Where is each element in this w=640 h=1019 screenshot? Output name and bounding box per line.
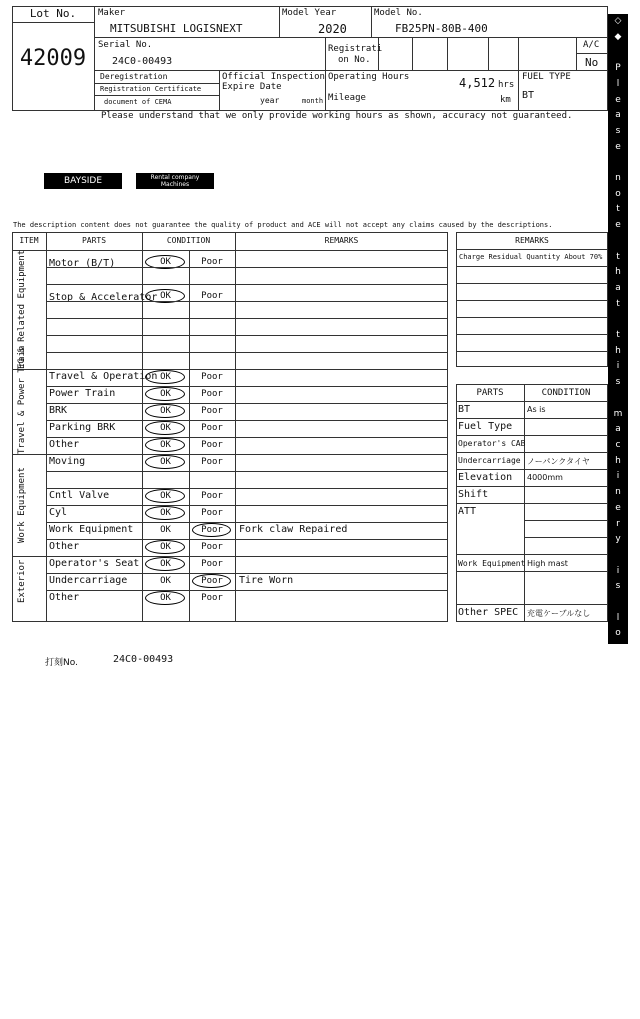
table-row xyxy=(46,488,448,505)
poor-option[interactable]: Poor xyxy=(201,525,223,535)
condition-header: CONDITION xyxy=(541,388,591,398)
group-label: Work Equipment xyxy=(17,467,27,543)
part-name: Cntl Valve xyxy=(49,490,110,501)
ok-option[interactable]: OK xyxy=(160,457,171,467)
parts-box-part: ATT xyxy=(458,506,477,517)
fuel-type-label: FUEL TYPE xyxy=(522,72,571,82)
inspection-label: Official Inspection xyxy=(222,72,325,82)
table-row xyxy=(46,522,448,539)
table-row xyxy=(46,301,448,318)
maker-label: Maker xyxy=(98,8,126,18)
hrs-unit: hrs xyxy=(498,80,515,90)
ac-value: No xyxy=(585,56,599,69)
parts-box-part: Elevation xyxy=(458,472,513,483)
ok-option[interactable]: OK xyxy=(160,291,171,301)
part-name: Undercarriage xyxy=(49,575,128,586)
poor-option[interactable]: Poor xyxy=(201,542,223,552)
ok-option[interactable]: OK xyxy=(160,491,171,501)
part-name: Travel & Operation xyxy=(49,371,158,382)
ok-option[interactable]: OK xyxy=(160,423,171,433)
table-row xyxy=(46,284,448,301)
ok-option[interactable]: OK xyxy=(160,257,171,267)
maker-value: MITSUBISHI LOGISNEXT xyxy=(110,22,243,35)
registration-label: Registrati xyxy=(328,44,383,54)
table-row xyxy=(46,454,448,471)
registration-label-2: on No. xyxy=(338,55,371,65)
table-row xyxy=(46,539,448,556)
rental-label-1: Rental company xyxy=(150,174,200,181)
operating-hours-label: Operating Hours xyxy=(328,72,410,82)
poor-option[interactable]: Poor xyxy=(201,508,223,518)
table-row xyxy=(46,505,448,522)
ok-option[interactable]: OK xyxy=(160,576,171,586)
table-header-item: ITEM xyxy=(19,236,39,245)
part-name: Work Equipment xyxy=(49,524,134,535)
poor-option[interactable]: Poor xyxy=(201,440,223,450)
ok-circle xyxy=(145,387,185,401)
rental-label-2: Machines xyxy=(160,181,190,188)
model-year-label: Model Year xyxy=(282,8,337,18)
parts-box-part: Operator's CAB xyxy=(458,439,526,448)
km-unit: km xyxy=(500,95,511,105)
group-label: Travel & Power Train xyxy=(17,345,27,454)
poor-option[interactable]: Poor xyxy=(201,593,223,603)
parts-box-condition: 充電ケーブルなし xyxy=(527,609,591,618)
ok-circle xyxy=(145,591,185,605)
table-row xyxy=(46,590,448,607)
month-label: month xyxy=(302,97,324,105)
year-label: year xyxy=(260,96,280,105)
parts-box-condition: High mast xyxy=(527,559,568,568)
part-name: Moving xyxy=(49,456,86,467)
group-label: EG & Related Equipment xyxy=(17,249,27,369)
model-no-value: FB25PN-80B-400 xyxy=(395,22,488,35)
table-header-remarks: REMARKS xyxy=(324,236,359,245)
table-header-condition: CONDITION xyxy=(166,236,211,245)
remark-text: Fork claw Repaired xyxy=(239,524,348,535)
ok-option[interactable]: OK xyxy=(160,389,171,399)
table-row xyxy=(46,403,448,420)
serial-label: Serial No. xyxy=(98,40,153,50)
ok-circle xyxy=(145,438,185,452)
poor-option[interactable]: Poor xyxy=(201,257,223,267)
dereg-cert: Registration Certificate xyxy=(100,85,202,93)
ok-circle xyxy=(145,421,185,435)
ok-circle xyxy=(145,557,185,571)
parts-box-condition: ノーパンクタイヤ xyxy=(527,457,590,466)
table-row xyxy=(46,437,448,454)
inspection-label-2: Expire Date xyxy=(222,82,282,92)
lot-label: Lot No. xyxy=(29,7,77,20)
ok-circle xyxy=(145,506,185,520)
poor-option[interactable]: Poor xyxy=(201,372,223,382)
part-name: Parking BRK xyxy=(49,422,116,433)
bayside-button[interactable]: BAYSIDE xyxy=(44,173,122,189)
poor-option[interactable]: Poor xyxy=(201,389,223,399)
parts-box-part: Shift xyxy=(458,489,489,500)
table-row xyxy=(46,556,448,573)
table-row xyxy=(46,318,448,335)
rental-machines-button[interactable] xyxy=(136,173,214,189)
table-row xyxy=(46,267,448,284)
serial-value: 24C0-00493 xyxy=(112,56,173,67)
parts-box-condition: 4000mm xyxy=(527,473,563,482)
part-name: Stop & Accelerator xyxy=(49,292,158,303)
ok-circle xyxy=(145,370,185,384)
parts-box-part: Fuel Type xyxy=(458,421,513,432)
poor-circle xyxy=(192,523,231,537)
table-row xyxy=(46,573,448,590)
part-name: Other xyxy=(49,439,80,450)
poor-option[interactable]: Poor xyxy=(201,423,223,433)
model-year-value: 2020 xyxy=(318,22,347,36)
table-row xyxy=(46,335,448,352)
ok-option[interactable]: OK xyxy=(160,406,171,416)
part-name: Power Train xyxy=(49,388,116,399)
parts-header: PARTS xyxy=(476,388,504,398)
operating-hours-value: 4,512 xyxy=(459,76,496,90)
poor-option[interactable]: Poor xyxy=(201,559,223,569)
ok-option[interactable]: OK xyxy=(160,372,171,382)
parts-box-condition: As is xyxy=(527,405,546,414)
working-hours-notice: Please understand that we only provide working hours as shown, accuracy not guaranteed. xyxy=(101,111,573,121)
dereg-doc: document of CEMA xyxy=(104,98,172,106)
table-header-parts: PARTS xyxy=(81,236,107,245)
part-name: Other xyxy=(49,541,80,552)
part-name: Cyl xyxy=(49,507,68,518)
part-name: Motor (B/T) xyxy=(49,258,116,269)
ok-option[interactable]: OK xyxy=(160,542,171,552)
table-row xyxy=(46,250,448,267)
group-label: Exterior xyxy=(17,559,27,604)
ok-option[interactable]: OK xyxy=(160,440,171,450)
part-name: Operator's Seat xyxy=(49,558,140,569)
stamp-value: 24C0-00493 xyxy=(113,654,174,665)
part-name: Other xyxy=(49,592,80,603)
remark-text: Tire Worn xyxy=(239,575,294,586)
ok-circle xyxy=(145,404,185,418)
ok-option[interactable]: OK xyxy=(160,508,171,518)
table-row xyxy=(46,471,448,488)
poor-option[interactable]: Poor xyxy=(201,457,223,467)
ok-option[interactable]: OK xyxy=(160,593,171,603)
ok-option[interactable]: OK xyxy=(160,525,171,535)
ok-circle xyxy=(145,540,185,554)
disclaimer: The description content does not guarantee the quality of product and ACE will not accept any claims caused by the descriptions. xyxy=(13,221,553,229)
table-row xyxy=(46,352,448,369)
parts-box-part: Other SPEC xyxy=(458,607,519,618)
lot-number: 42009 xyxy=(19,46,87,71)
poor-option[interactable]: Poor xyxy=(201,491,223,501)
table-row xyxy=(46,420,448,437)
dereg-label: Deregistration xyxy=(100,72,168,81)
remarks-header: REMARKS xyxy=(515,236,549,245)
parts-box-part: BT xyxy=(458,404,471,415)
fuel-type-value: BT xyxy=(522,90,535,101)
poor-circle xyxy=(192,574,231,588)
stamp-label: 打刻No. xyxy=(45,658,78,668)
parts-box-part: Undercarriage xyxy=(458,456,521,465)
location-notice-sidebar: ◇ ◆ P l e a s e n o t e t h a t t h i s m a c h i n e r y i s l o c a t e d i n B a y s i d e Y a r d ◆ ◇ xyxy=(608,14,628,644)
remarks-line: Charge Residual Quantity About 70% xyxy=(459,253,603,261)
ok-circle xyxy=(145,455,185,469)
model-no-label: Model No. xyxy=(374,8,423,18)
table-row xyxy=(46,386,448,403)
ok-option[interactable]: OK xyxy=(160,559,171,569)
poor-option[interactable]: Poor xyxy=(201,406,223,416)
ok-circle xyxy=(145,489,185,503)
mileage-label: Mileage xyxy=(328,93,366,103)
poor-option[interactable]: Poor xyxy=(201,291,223,301)
poor-option[interactable]: Poor xyxy=(201,576,223,586)
ac-label: A/C xyxy=(583,40,600,50)
part-name: BRK xyxy=(49,405,68,416)
parts-box-part: Work Equipment xyxy=(458,559,526,568)
table-row xyxy=(46,369,448,386)
